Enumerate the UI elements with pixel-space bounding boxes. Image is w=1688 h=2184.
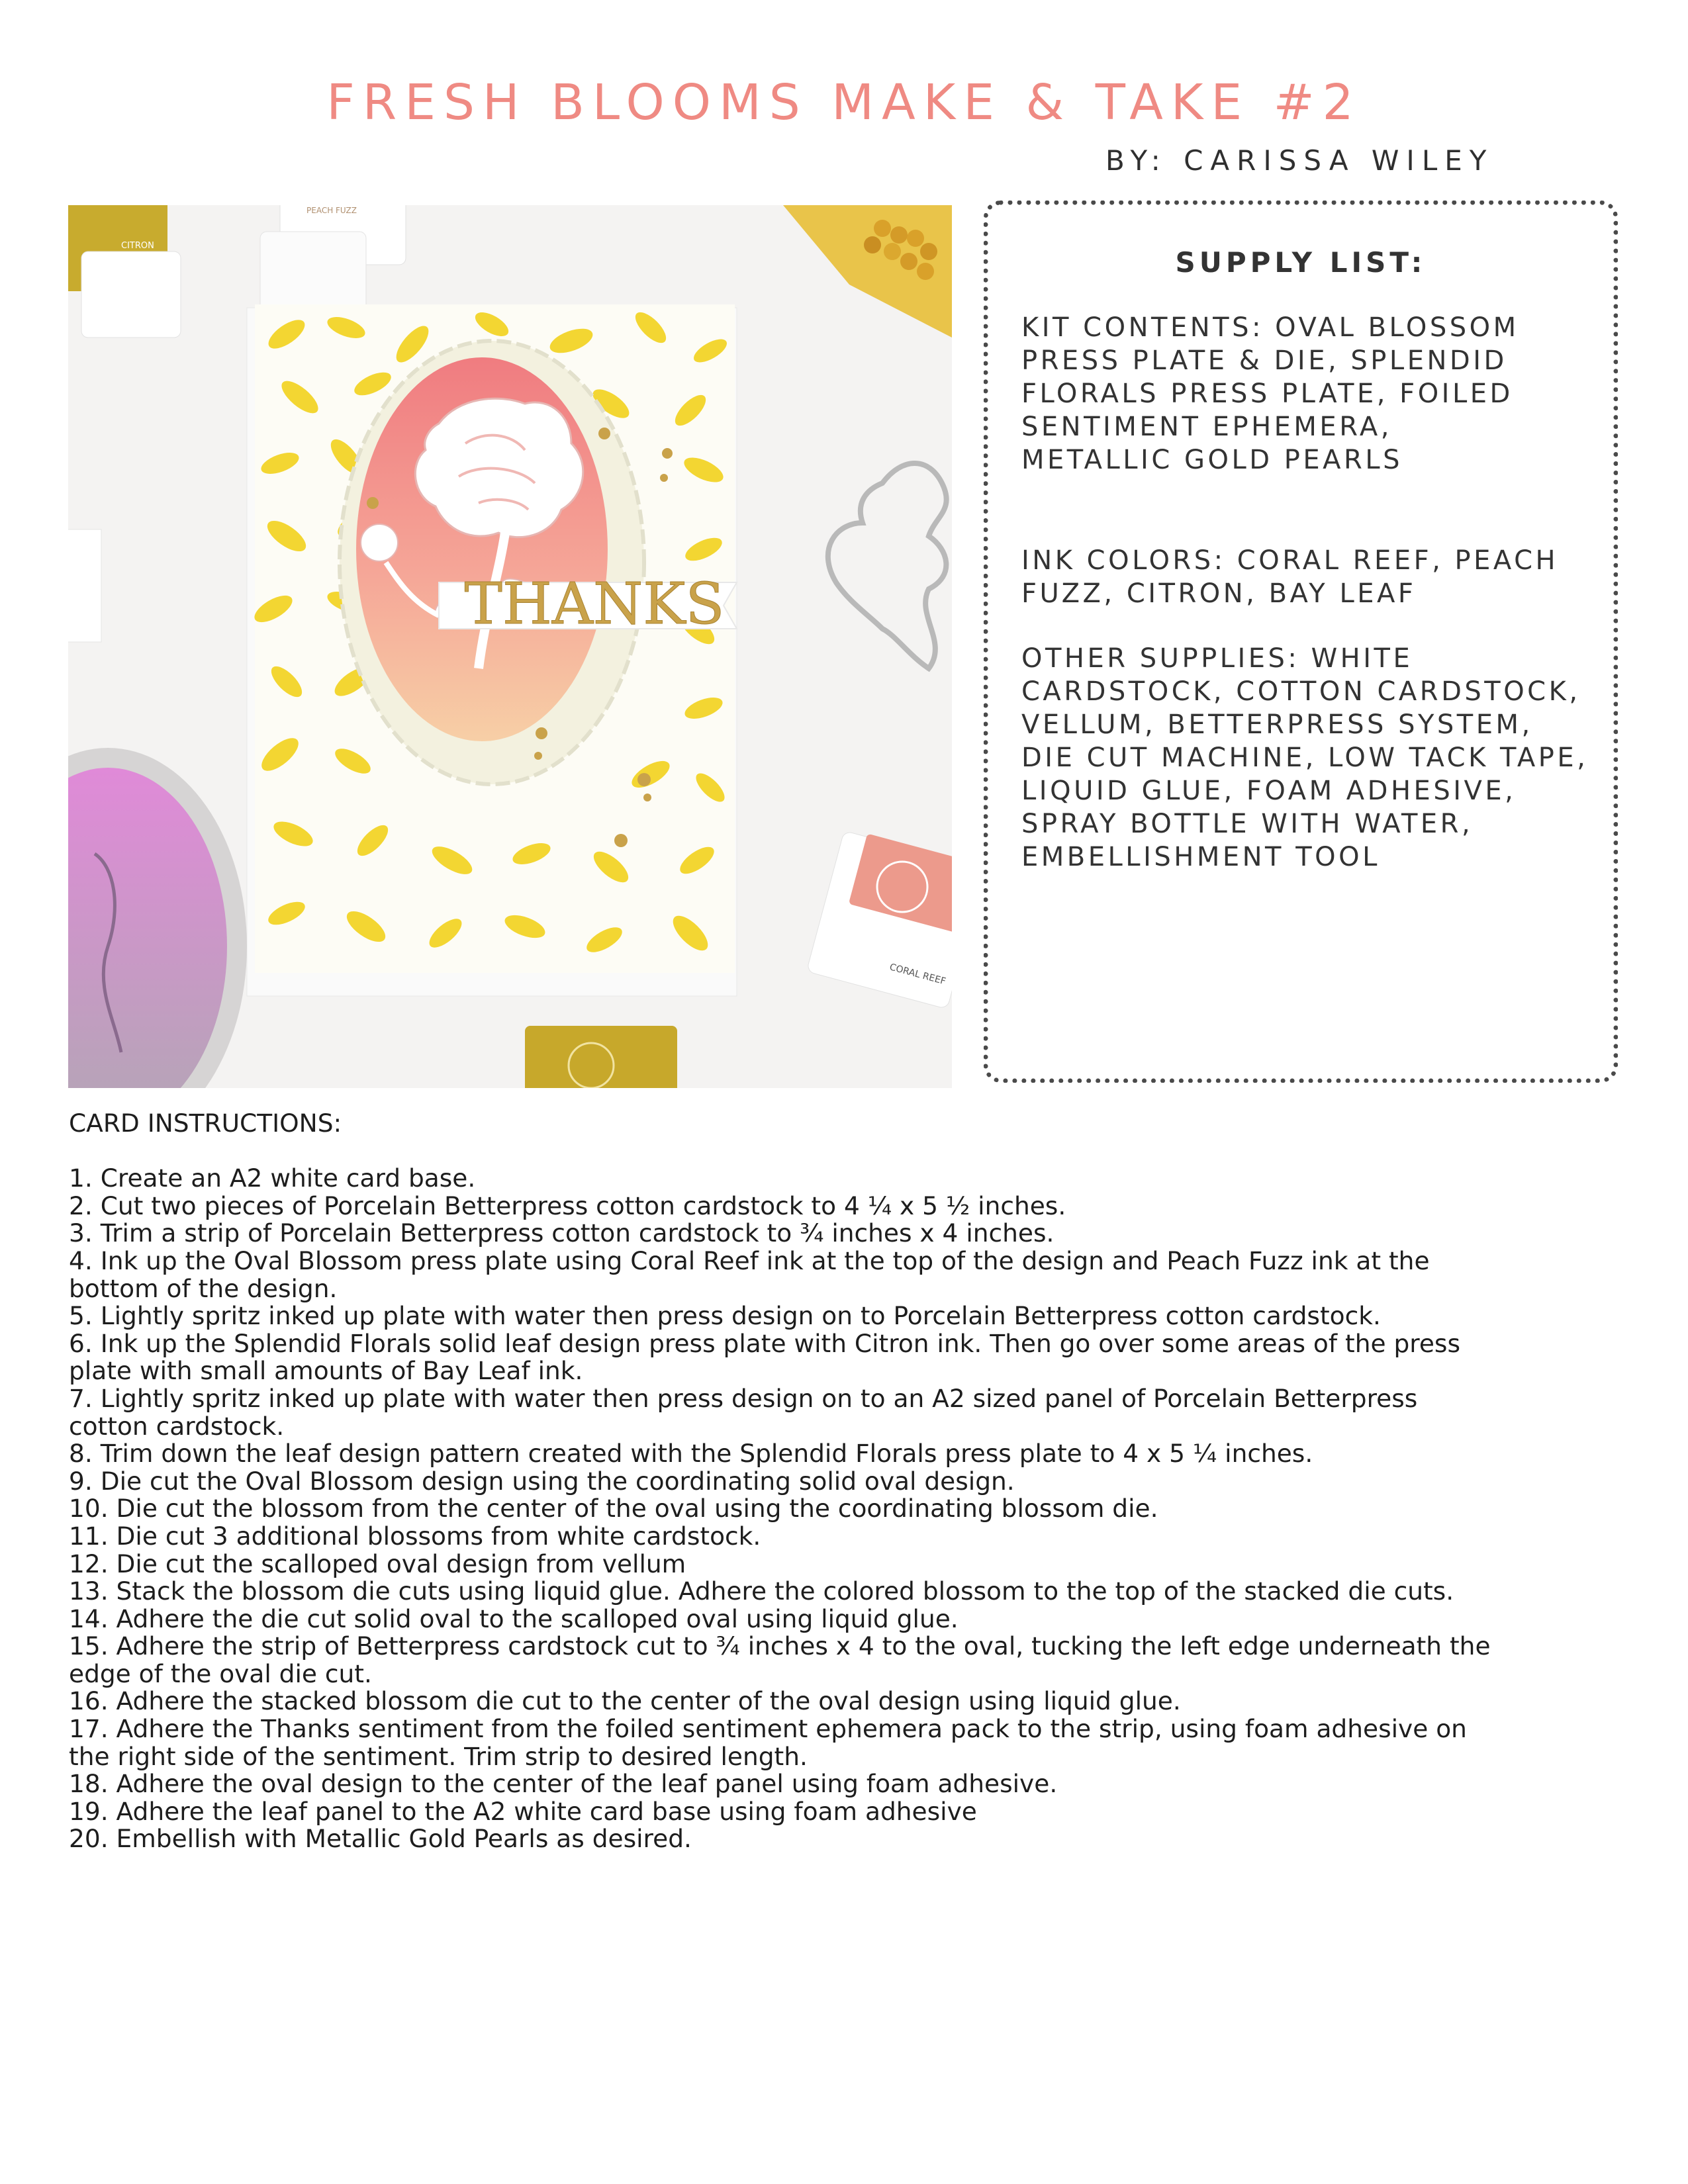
instruction-line: 13. Stack the blossom die cuts using liquid glue. Adhere the colored blossom to the top of the stacked die cuts. [69, 1576, 1454, 1606]
other-line: DIE CUT MACHINE, LOW TACK TAPE, [1021, 743, 1589, 773]
other-supplies [1021, 642, 1604, 874]
author-byline: BY: CARISSA WILEY [1105, 144, 1494, 177]
instruction-line: edge of the oval die cut. [69, 1659, 372, 1688]
kit-line: FLORALS PRESS PLATE, FOILED [1021, 379, 1513, 409]
instruction-line: 2. Cut two pieces of Porcelain Betterpress cotton cardstock to 4 ¼ x 5 ½ inches. [69, 1191, 1066, 1220]
instruction-line: 11. Die cut 3 additional blossoms from white cardstock. [69, 1521, 761, 1551]
kit-line: SENTIMENT EPHEMERA, [1021, 412, 1392, 442]
ink-line: FUZZ, CITRON, BAY LEAF [1021, 578, 1417, 609]
ink-line: INK COLORS: CORAL REEF, PEACH [1021, 545, 1559, 576]
instruction-line: 12. Die cut the scalloped oval design from vellum [69, 1549, 686, 1578]
instruction-line: 15. Adhere the strip of Betterpress cardstock cut to ¾ inches x 4 to the oval, tucking the left edge underneath the [69, 1631, 1491, 1661]
instruction-line: 3. Trim a strip of Porcelain Betterpress cotton cardstock to ¾ inches x 4 inches. [69, 1218, 1055, 1248]
card-photo [68, 205, 952, 1088]
supply-list-box [984, 201, 1618, 1083]
ink-colors [1021, 544, 1604, 610]
other-line: CARDSTOCK, COTTON CARDSTOCK, [1021, 676, 1581, 707]
instruction-line: 4. Ink up the Oval Blossom press plate using Coral Reef ink at the top of the design and Peach Fuzz ink at the [69, 1246, 1430, 1275]
instruction-line: 9. Die cut the Oval Blossom design using the coordinating solid oval design. [69, 1466, 1015, 1496]
instruction-line: 18. Adhere the oval design to the center of the leaf panel using foam adhesive. [69, 1769, 1058, 1799]
instruction-line: 7. Lightly spritz inked up plate with water then press design on to an A2 sized panel of Porcelain Betterpress [69, 1383, 1418, 1413]
other-line: EMBELLISHMENT TOOL [1021, 842, 1380, 872]
other-line: LIQUID GLUE, FOAM ADHESIVE, [1021, 776, 1517, 806]
instruction-line: 8. Trim down the leaf design pattern created with the Splendid Florals press plate to 4 x 5 ¼ inches. [69, 1439, 1313, 1469]
instruction-line: cotton cardstock. [69, 1411, 285, 1441]
supply-list-title: SUPPLY LIST: [1175, 246, 1427, 279]
card-photo-illustration [68, 205, 952, 1088]
card-instructions [69, 1110, 1631, 1853]
instruction-line: 10. Die cut the blossom from the center of the oval using the coordinating blossom die. [69, 1494, 1158, 1524]
kit-line: PRESS PLATE & DIE, SPLENDID [1021, 345, 1507, 376]
instruction-line: 19. Adhere the leaf panel to the A2 white card base using foam adhesive [69, 1796, 977, 1826]
other-line: OTHER SUPPLIES: WHITE [1021, 643, 1413, 674]
instruction-line: 16. Adhere the stacked blossom die cut to the center of the oval design using liquid glue. [69, 1686, 1181, 1716]
instruction-line: 1. Create an A2 white card base. [69, 1163, 476, 1193]
peach-fuzz-label: PEACH FUZZ [306, 206, 357, 215]
coral-reef-label: CORAL REEF [888, 962, 947, 987]
instruction-line: plate with small amounts of Bay Leaf ink. [69, 1356, 583, 1386]
other-line: VELLUM, BETTERPRESS SYSTEM, [1021, 709, 1533, 740]
page-title: FRESH BLOOMS MAKE & TAKE #2 [326, 74, 1362, 131]
kit-line: METALLIC GOLD PEARLS [1021, 445, 1403, 475]
instruction-line: 6. Ink up the Splendid Florals solid leaf design press plate with Citron ink. Then go over some areas of the press [69, 1328, 1460, 1358]
citron-label: CITRON [121, 241, 154, 251]
instruction-line: 17. Adhere the Thanks sentiment from the foiled sentiment ephemera pack to the strip, using foam adhesive on [69, 1714, 1467, 1744]
instructions-heading: CARD INSTRUCTIONS: [69, 1109, 342, 1138]
kit-contents [1021, 311, 1604, 477]
instruction-line: 20. Embellish with Metallic Gold Pearls as desired. [69, 1824, 692, 1854]
other-line: SPRAY BOTTLE WITH WATER, [1021, 809, 1474, 839]
instruction-steps [69, 1165, 1631, 1853]
kit-line: KIT CONTENTS: OVAL BLOSSOM [1021, 312, 1519, 343]
ink-pad-citron [68, 205, 181, 338]
instruction-line: 14. Adhere the die cut solid oval to the scalloped oval using liquid glue. [69, 1604, 959, 1633]
instruction-line: bottom of the design. [69, 1273, 338, 1303]
instruction-line: the right side of the sentiment. Trim strip to desired length. [69, 1741, 808, 1771]
thanks-sentiment: THANKS [464, 571, 725, 637]
ink-pad-bottom-citron [525, 1026, 677, 1088]
instruction-line: 5. Lightly spritz inked up plate with water then press design on to Porcelain Betterpress cotton cardstock. [69, 1301, 1381, 1331]
